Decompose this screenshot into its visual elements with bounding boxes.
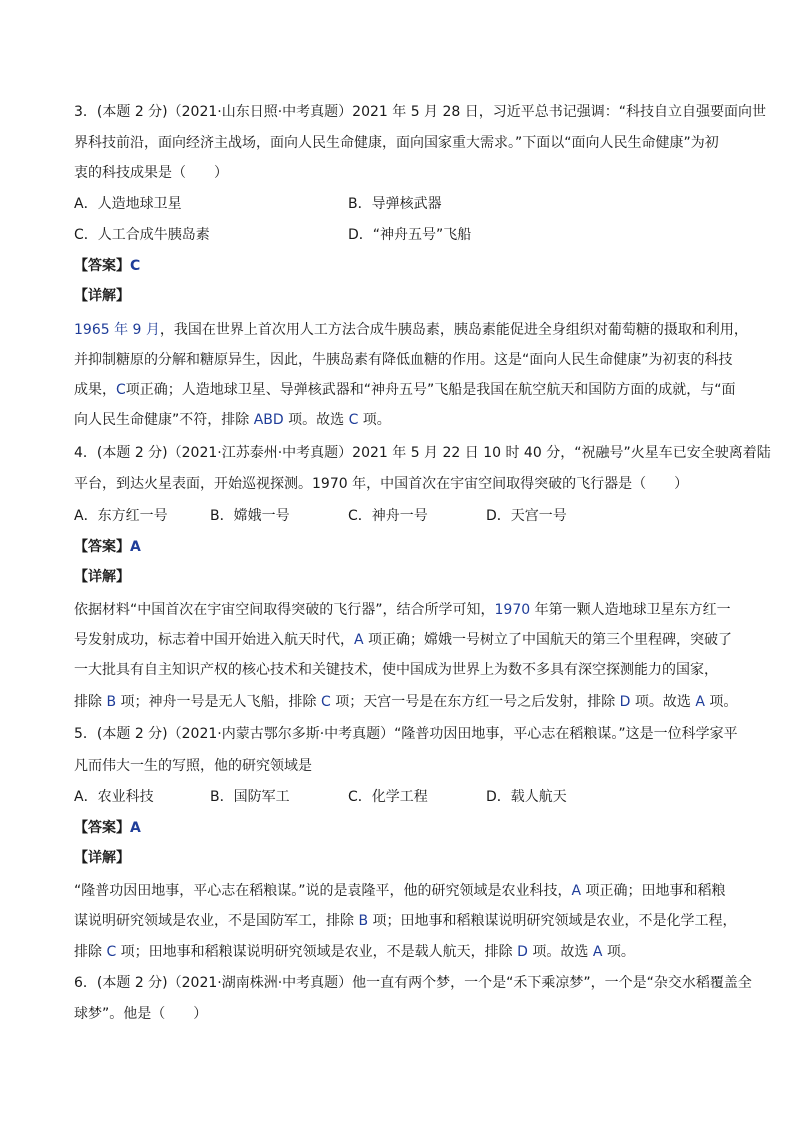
q4-stem-line1: 4．(本题 2 分)（2021·江苏泰州·中考真题）2021 年 5 月 22 日 10 时 40 分，“祝融号”火星车已安全驶离着陆 (74, 445, 771, 461)
q6-stem-line1: 6．(本题 2 分)（2021·湖南株洲·中考真题）他一直有两个梦，一个是“禾下乘凉梦”，一个是“杂交水稻覆盖全 (74, 975, 752, 991)
q3-detail-line4: 向人民生命健康”不符，排除 ABD 项。故选 C 项。 (74, 412, 391, 428)
q5-option-d: D．载人航天 (486, 789, 567, 805)
q3-detail-line1: 1965 年 9 月，我国在世界上首次用人工方法合成牛胰岛素，胰岛素能促进全身组织对葡萄糖的摄取和利用， (74, 322, 748, 338)
q4-stem-line2: 平台，到达火星表面，开始巡视探测。1970 年，中国首次在宇宙空间取得突破的飞行器是（ ） (74, 476, 689, 492)
q4-detail-line3: 一大批具有自主知识产权的核心技术和关键技术，使中国成为世界上为数不多具有深空探测能力的国家， (74, 662, 718, 678)
q3-answer (74, 256, 140, 276)
q5-detail-label: 【详解】 (74, 850, 130, 866)
q5-option-b: B．国防军工 (210, 789, 290, 805)
q3-option-d: D．“神舟五号”飞船 (348, 227, 472, 243)
q4-answer (74, 537, 141, 557)
answer-label: 【答案】 (74, 539, 130, 555)
q3-option-a: A．人造地球卫星 (74, 196, 182, 212)
q5-option-a: A．农业科技 (74, 789, 154, 805)
q4-detail-line1: 依据材料“中国首次在宇宙空间取得突破的飞行器”，结合所学可知，1970 年第一颗人造地球卫星东方红一 (74, 602, 731, 618)
q4-option-b: B．嫦娥一号 (210, 508, 290, 524)
q3-detail-line2: 并抑制糖原的分解和糖原异生，因此，牛胰岛素有降低血糖的作用。这是“面向人民生命健康”为初衷的科技 (74, 352, 733, 368)
q4-option-d: D．天宫一号 (486, 508, 567, 524)
answer-value: A (130, 539, 141, 555)
q3-detail-line3: 成果，C项正确；人造地球卫星、导弹核武器和“神舟五号”飞船是我国在航空航天和国防方面的成就，与“面 (74, 382, 736, 398)
q5-answer (74, 818, 141, 838)
q5-detail-line1: “隆普功因田地事，平心志在稻粮谋。”说的是袁隆平，他的研究领域是农业科技，A 项正确；田地事和稻粮 (74, 883, 726, 899)
q5-detail-line2: 谋说明研究领域是农业，不是国防军工，排除 B 项；田地事和稻粮谋说明研究领域是农业，不是化学工程， (74, 913, 737, 929)
q4-detail-label: 【详解】 (74, 569, 130, 585)
q3-detail-label: 【详解】 (74, 288, 130, 304)
q6-stem-line2: 球梦”。他是（ ） (74, 1006, 208, 1022)
q3-stem-line1: 3．(本题 2 分)（2021·山东日照·中考真题）2021 年 5 月 28 日，习近平总书记强调：“科技自立自强要面向世 (74, 104, 767, 120)
q4-option-c: C．神舟一号 (348, 508, 428, 524)
q3-stem-line3: 衷的科技成果是（ ） (74, 165, 228, 181)
q4-option-a: A．东方红一号 (74, 508, 168, 524)
answer-value: C (130, 258, 141, 274)
q3-option-c: C．人工合成牛胰岛素 (74, 227, 210, 243)
q5-option-c: C．化学工程 (348, 789, 428, 805)
q5-detail-line3: 排除 C 项；田地事和稻粮谋说明研究领域是农业，不是载人航天，排除 D 项。故选 A 项。 (74, 944, 635, 960)
q3-stem-line2: 界科技前沿，面向经济主战场，面向人民生命健康，面向国家重大需求。”下面以“面向人民生命健康”为初 (74, 135, 719, 151)
answer-label: 【答案】 (74, 820, 130, 836)
answer-label: 【答案】 (74, 258, 130, 274)
q3-option-b: B．导弹核武器 (348, 196, 442, 212)
q4-detail-line2: 号发射成功，标志着中国开始进入航天时代，A 项正确；嫦娥一号树立了中国航天的第三个里程碑，突破了 (74, 632, 733, 648)
q4-detail-line4: 排除 B 项；神舟一号是无人飞船，排除 C 项；天宫一号是在东方红一号之后发射，排除 D 项。故选 A 项。 (74, 694, 738, 710)
answer-value: A (130, 820, 141, 836)
q5-stem-line2: 凡而伟大一生的写照，他的研究领域是 (74, 758, 312, 774)
q5-stem-line1: 5．(本题 2 分)（2021·内蒙古鄂尔多斯·中考真题）“隆普功因田地事，平心志在稻粮谋。”这是一位科学家平 (74, 726, 738, 742)
